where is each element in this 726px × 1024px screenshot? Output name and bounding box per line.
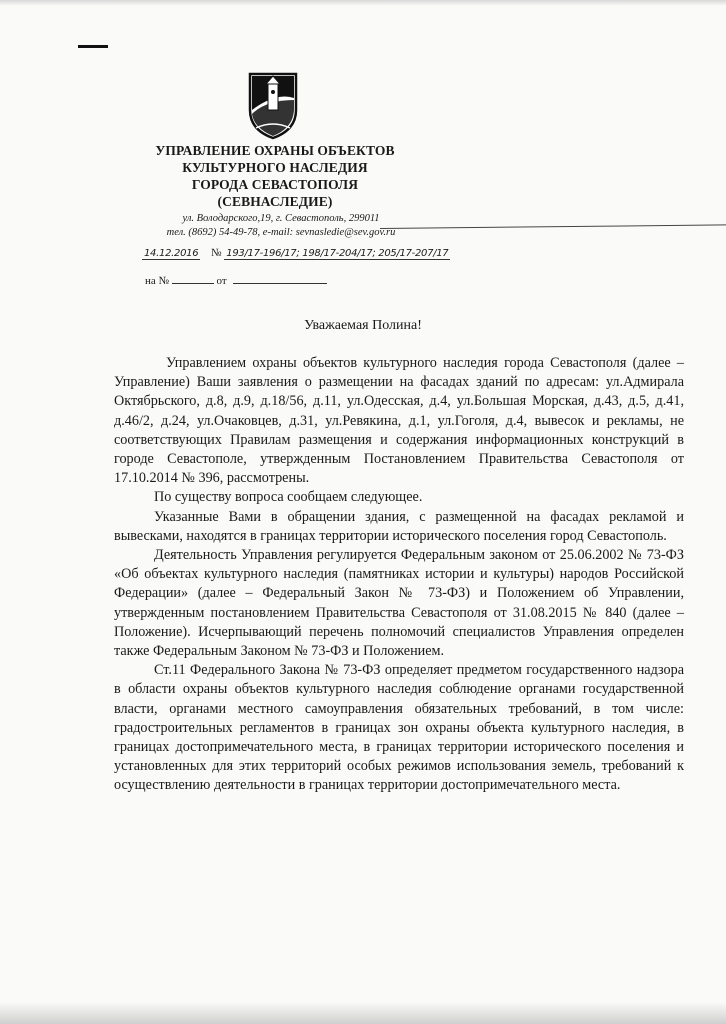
reference-number-label: на № — [145, 275, 170, 287]
reference-line — [145, 275, 327, 287]
postal-address: ул. Володарского,19, г. Севастополь, 299011 — [182, 213, 380, 224]
org-name-line-2: КУЛЬТУРНОГО НАСЛЕДИЯ — [182, 160, 368, 175]
paragraph: Деятельность Управления регулируется Федеральным законом от 25.06.2002 № 73-ФЗ «Об объектах культурного наследия (памятниках истории и культуры) народов Российской Федерации» (далее – Федеральный Закон № 73-ФЗ) и Положением об Управлении, утвержденным постановлением Правительства Севастополя от 31.08.2015 № 840 (далее – Положение). Исчерпывающий перечень полномочий специалистов Управления определен также Федеральным Законом № 73-ФЗ и Положением. — [114, 547, 684, 660]
page-edge-line — [380, 224, 726, 229]
registration-number-label: № — [211, 247, 222, 259]
scan-bottom-shadow — [0, 1002, 726, 1024]
contact-info: тел. (8692) 54-49-78, e-mail: sevnasledie@sev.gov.ru — [166, 227, 396, 238]
salutation: Уважаемая Полина! — [304, 318, 422, 333]
reference-number-blank — [172, 283, 214, 284]
registration-line — [142, 247, 450, 259]
paragraph: По существу вопроса сообщаем следующее. — [154, 489, 423, 506]
org-name-line-3: ГОРОДА СЕВАСТОПОЛЯ — [191, 177, 359, 192]
org-name-line-1: УПРАВЛЕНИЕ ОХРАНЫ ОБЪЕКТОВ — [155, 143, 395, 158]
coat-of-arms-icon — [246, 70, 300, 140]
reference-date-blank — [233, 283, 327, 284]
registration-date: 14.12.2016 — [144, 248, 199, 259]
scan-top-shadow — [0, 0, 726, 6]
scan-mark — [78, 45, 108, 48]
paragraph: Указанные Вами в обращении здания, с размещенной на фасадах рекламой и вывесками, находятся в границах территории исторического поселения город Севастополь. — [114, 508, 684, 544]
organization-header — [140, 142, 410, 210]
paragraph: Ст.11 Федерального Закона № 73-ФЗ определяет предметом государственного надзора в области охраны объектов культурного наследия соблюдение органами государственной власти, органами местного самоуправления обязательных требований, в том числе: градостроительных регламентов в границах зон охраны объекта культурного наследия, в границах достопримечательного места, в границах территории исторического поселения и установленных для этих территорий особых режимов использования земель, требований к осуществлению деятельности в границах территории достопримечательного места. — [114, 662, 684, 794]
paragraph: Управлением охраны объектов культурного наследия города Севастополя (далее – Управление) Ваши заявления о размещении на фасадах зданий по адресам: ул.Адмирала Октябрьского, д.8, д.9, д.18/56, д.11, ул.Одесская, д.4, ул.Большая Морская, д.43, д.5, д.41, д.46/2, д.24, ул.Очаковцев, д.31, ул.Ревякина, д.1, ул.Гоголя, д.4, вывесок и рекламы, не соответствующих Правилам размещения и содержания информационных конструкций в городе Севастополе, утвержденным Постановлением Правительства Севастополя от 17.10.2014 № 396, рассмотрены. — [114, 355, 684, 487]
org-name-line-4: (СЕВНАСЛЕДИЕ) — [217, 194, 333, 209]
organization-address — [136, 212, 426, 240]
reference-from-label: от — [216, 275, 227, 287]
registration-number: 193/17-196/17; 198/17-204/17; 205/17-207/17 — [226, 248, 449, 259]
letter-body — [114, 354, 684, 796]
